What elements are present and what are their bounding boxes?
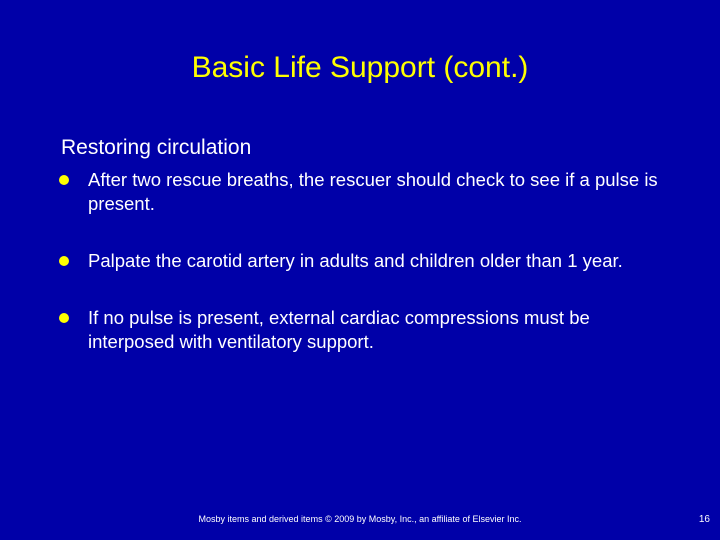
section-heading: Restoring circulation <box>61 136 252 159</box>
copyright-footer: Mosby items and derived items © 2009 by Mosby, Inc., an affiliate of Elsevier Inc. <box>198 514 522 524</box>
bullet-icon <box>59 256 69 266</box>
bullet-text: After two rescue breaths, the rescuer should check to see if a pulse is present. <box>88 169 658 214</box>
bullet-item <box>58 249 658 273</box>
bullet-list <box>58 168 658 354</box>
bullet-item <box>58 306 658 354</box>
slide-title: Basic Life Support (cont.) <box>191 51 529 84</box>
bullet-icon <box>59 313 69 323</box>
bullet-item <box>58 168 658 216</box>
page-number: 16 <box>698 514 710 525</box>
bullet-text: If no pulse is present, external cardiac compressions must be interposed with ventilatory support. <box>88 307 590 352</box>
bullet-icon <box>59 175 69 185</box>
bullet-text: Palpate the carotid artery in adults and children older than 1 year. <box>88 250 623 271</box>
